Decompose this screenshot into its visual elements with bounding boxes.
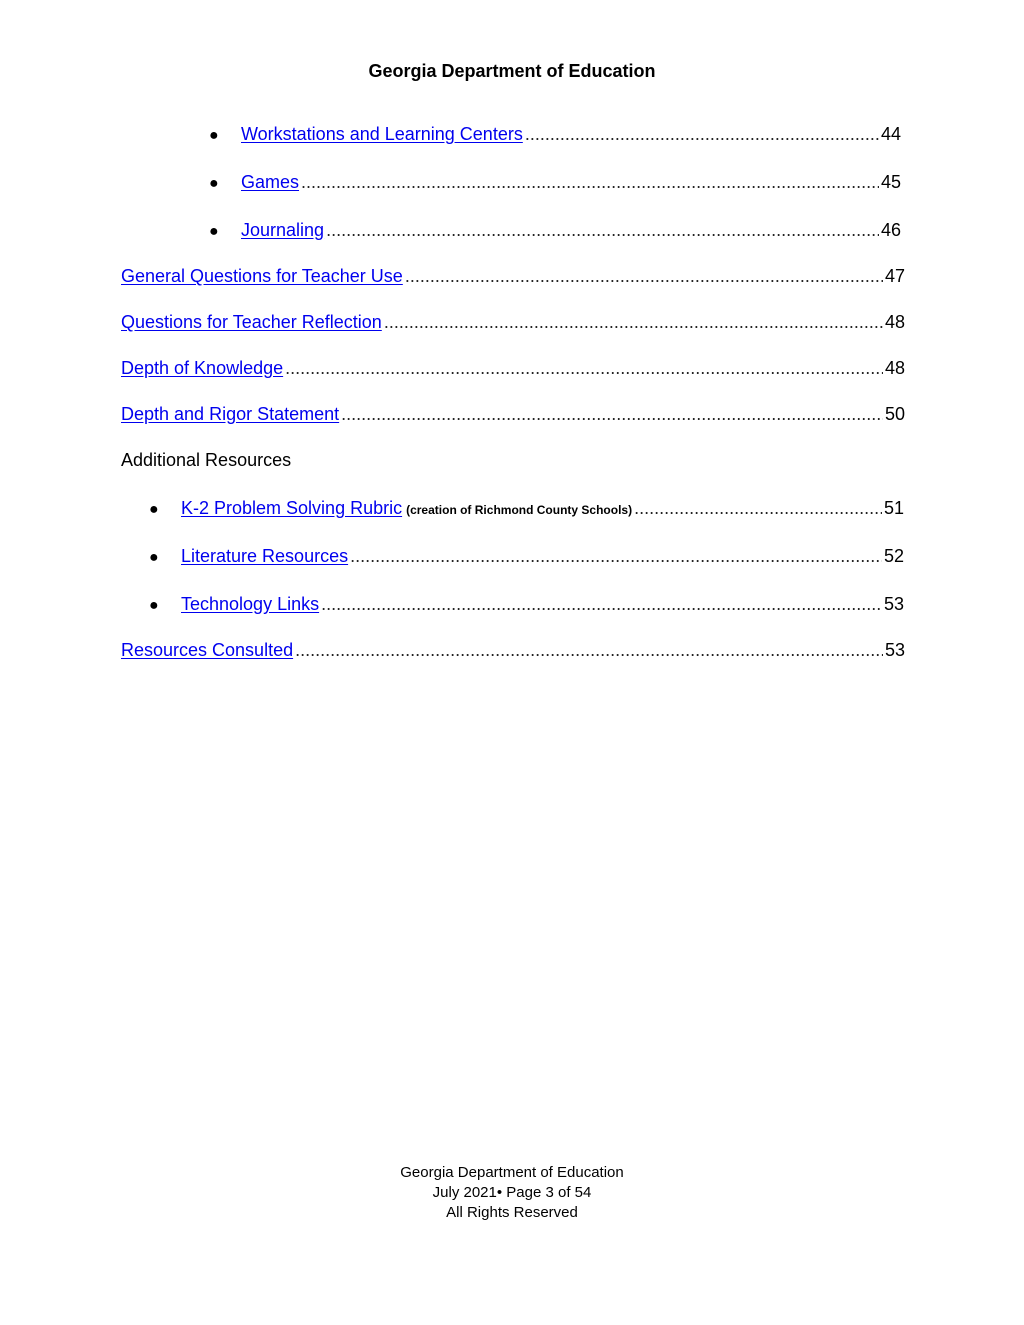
dot-leader — [285, 356, 883, 380]
toc-page-number: 53 — [883, 594, 904, 614]
toc-link-journaling[interactable]: Journaling — [241, 220, 325, 240]
footer-org: Georgia Department of Education — [400, 1164, 624, 1181]
toc-entry-resources-consulted — [121, 638, 905, 662]
bullet-icon: ● — [209, 175, 219, 192]
toc-entry-games — [209, 170, 901, 194]
toc-note: (creation of Richmond County Schools) — [406, 503, 633, 517]
toc-page-number: 52 — [883, 546, 904, 566]
toc-page-number: 50 — [884, 404, 905, 424]
toc-link-technology-links[interactable]: Technology Links — [181, 594, 320, 614]
footer-date-page: July 2021• Page 3 of 54 — [432, 1184, 592, 1201]
bullet-icon: ● — [149, 501, 159, 518]
dot-leader — [634, 496, 882, 520]
toc-entry-literature-resources — [149, 544, 904, 568]
toc-entry-problem-solving-rubric — [149, 496, 904, 520]
footer-rights: All Rights Reserved — [446, 1204, 578, 1221]
toc-link-teacher-reflection[interactable]: Questions for Teacher Reflection — [121, 312, 382, 332]
toc-link-literature-resources[interactable]: Literature Resources — [181, 546, 349, 566]
toc-link-depth-of-knowledge[interactable]: Depth of Knowledge — [121, 358, 284, 378]
dot-leader — [326, 218, 879, 242]
dot-leader — [405, 264, 883, 288]
toc-page-number: 53 — [884, 640, 905, 660]
toc-page-number: 51 — [883, 498, 904, 518]
toc-entry-depth-of-knowledge — [121, 356, 905, 380]
bullet-icon: ● — [149, 597, 159, 614]
toc-entry-general-questions — [121, 264, 905, 288]
dot-leader — [295, 638, 883, 662]
toc-link-problem-solving-rubric[interactable]: K-2 Problem Solving Rubric — [181, 498, 403, 518]
dot-leader — [301, 170, 879, 194]
page-footer — [0, 1163, 1024, 1223]
bullet-icon: ● — [149, 549, 159, 566]
toc-page-number: 48 — [884, 312, 905, 332]
toc-entry-technology-links — [149, 592, 904, 616]
toc-entry-teacher-reflection — [121, 310, 905, 334]
toc-page-number: 44 — [880, 124, 901, 144]
toc-page-number: 47 — [884, 266, 905, 286]
page-header: Georgia Department of Education — [368, 61, 656, 81]
toc-entry-depth-rigor — [121, 402, 905, 426]
toc-page-number: 45 — [880, 172, 901, 192]
toc-link-resources-consulted[interactable]: Resources Consulted — [121, 640, 294, 660]
dot-leader — [321, 592, 882, 616]
toc-link-games[interactable]: Games — [241, 172, 300, 192]
toc-link-general-questions[interactable]: General Questions for Teacher Use — [121, 266, 403, 286]
bullet-icon: ● — [209, 127, 219, 144]
toc-page-number: 48 — [884, 358, 905, 378]
bullet-icon: ● — [209, 223, 219, 240]
dot-leader — [350, 544, 882, 568]
toc-page-number: 46 — [880, 220, 901, 240]
toc-entry-journaling — [209, 218, 901, 242]
dot-leader — [525, 122, 879, 146]
toc-entry-workstations — [209, 122, 901, 146]
toc-link-depth-rigor[interactable]: Depth and Rigor Statement — [121, 404, 340, 424]
section-heading-additional-resources: Additional Resources — [121, 450, 292, 470]
dot-leader — [384, 310, 883, 334]
dot-leader — [341, 402, 883, 426]
toc-link-workstations[interactable]: Workstations and Learning Centers — [241, 124, 523, 144]
